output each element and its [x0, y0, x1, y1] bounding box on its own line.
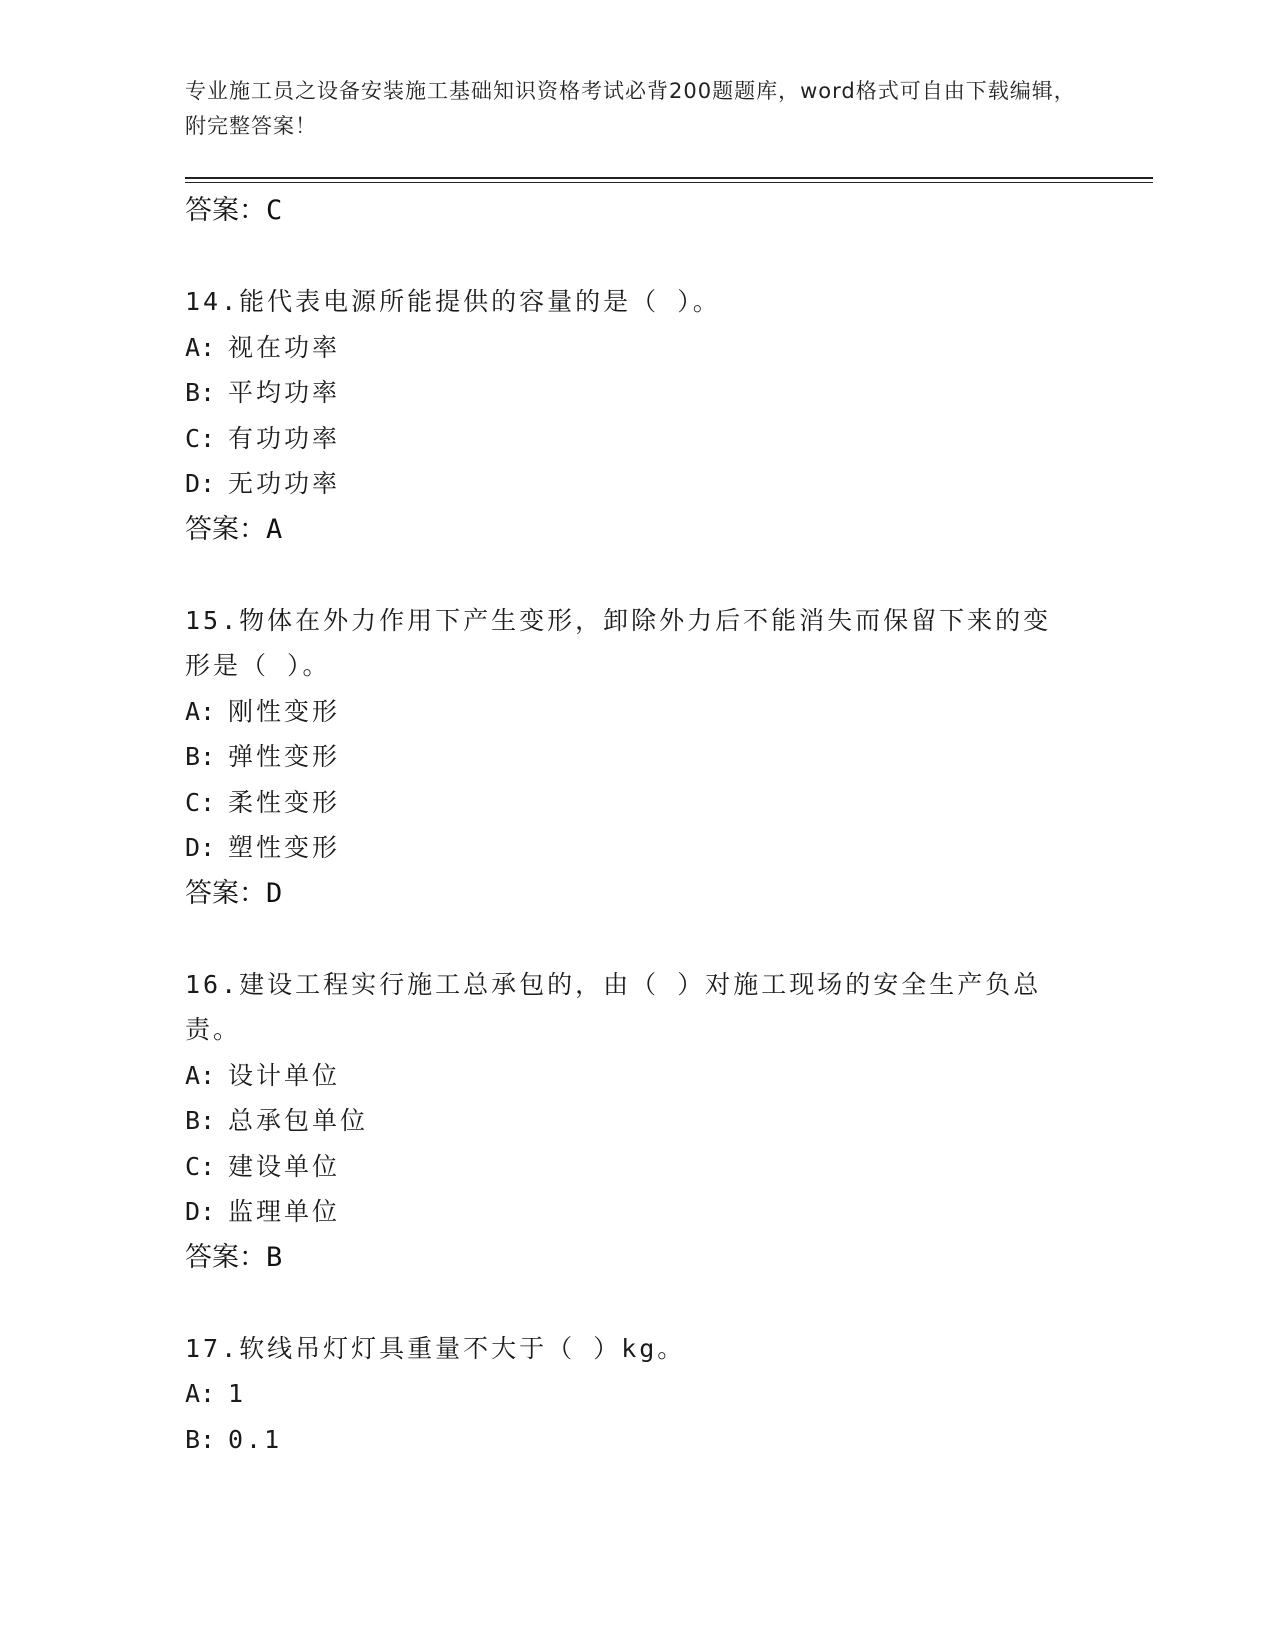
option-a — [185, 689, 1085, 735]
option-text: 监理单位 — [228, 1197, 341, 1226]
option-key: A: — [185, 696, 216, 726]
option-text: 1 — [228, 1379, 247, 1408]
option-key: B: — [185, 742, 216, 771]
option-a — [185, 325, 1085, 371]
option-key: D: — [185, 833, 216, 862]
option-text: 柔性变形 — [228, 787, 341, 817]
answer-line — [185, 1235, 1085, 1281]
answer-line — [185, 188, 1085, 234]
option-text: 0.1 — [228, 1424, 283, 1454]
option-a — [185, 1371, 1085, 1417]
answer-label: 答案： — [185, 1241, 266, 1273]
question-text: 17.软线吊灯灯具重量不大于（ ）kg。 — [185, 1333, 686, 1363]
option-c — [185, 780, 1085, 826]
option-text: 建设单位 — [228, 1151, 341, 1181]
option-d — [185, 825, 1085, 871]
question-text: 14.能代表电源所能提供的容量的是（ ）。 — [185, 287, 721, 316]
option-key: D: — [185, 1197, 216, 1226]
option-b — [185, 734, 1085, 780]
option-key: B: — [185, 1106, 216, 1135]
answer-label: 答案： — [185, 877, 266, 909]
option-key: B: — [185, 1424, 216, 1454]
option-key: A: — [185, 1060, 216, 1090]
question-text: 16.建设工程实行施工总承包的，由（ ）对施工现场的安全生产负总责。 — [185, 969, 1042, 1044]
answer-line — [185, 507, 1085, 553]
option-key: C: — [185, 423, 216, 453]
option-key: B: — [185, 378, 216, 407]
option-d — [185, 461, 1085, 507]
option-key: A: — [185, 1379, 216, 1408]
answer-value: C — [266, 195, 283, 226]
option-c — [185, 1144, 1085, 1190]
header-divider-thin — [185, 182, 1153, 183]
answer-value: D — [266, 877, 283, 909]
option-key: A: — [185, 332, 216, 362]
option-text: 塑性变形 — [228, 833, 341, 862]
option-d — [185, 1189, 1085, 1235]
option-key: D: — [185, 469, 216, 498]
option-b — [185, 370, 1085, 416]
answer-line — [185, 871, 1085, 917]
option-key: C: — [185, 1151, 216, 1181]
answer-value: A — [266, 513, 283, 545]
option-key: C: — [185, 787, 216, 817]
header-divider — [185, 177, 1153, 179]
option-text: 有功功率 — [228, 423, 341, 453]
option-text: 弹性变形 — [228, 742, 341, 771]
option-a — [185, 1053, 1085, 1099]
option-c — [185, 416, 1085, 462]
question-text: 15.物体在外力作用下产生变形，卸除外力后不能消失而保留下来的变形是（ ）。 — [185, 605, 1052, 680]
question-list — [185, 188, 1085, 1462]
option-text: 刚性变形 — [228, 696, 341, 726]
answer-value: B — [266, 1241, 283, 1273]
option-b — [185, 1098, 1085, 1144]
option-text: 视在功率 — [228, 332, 341, 362]
option-text: 设计单位 — [228, 1060, 341, 1090]
option-b — [185, 1417, 1085, 1463]
option-text: 无功功率 — [228, 469, 341, 498]
document-header: 专业施工员之设备安装施工基础知识资格考试必背200题题库，word格式可自由下载编辑，附完整答案！ — [185, 79, 1076, 138]
option-text: 总承包单位 — [228, 1106, 369, 1135]
answer-label: 答案： — [185, 195, 266, 226]
option-text: 平均功率 — [228, 378, 341, 407]
answer-label: 答案： — [185, 513, 266, 545]
